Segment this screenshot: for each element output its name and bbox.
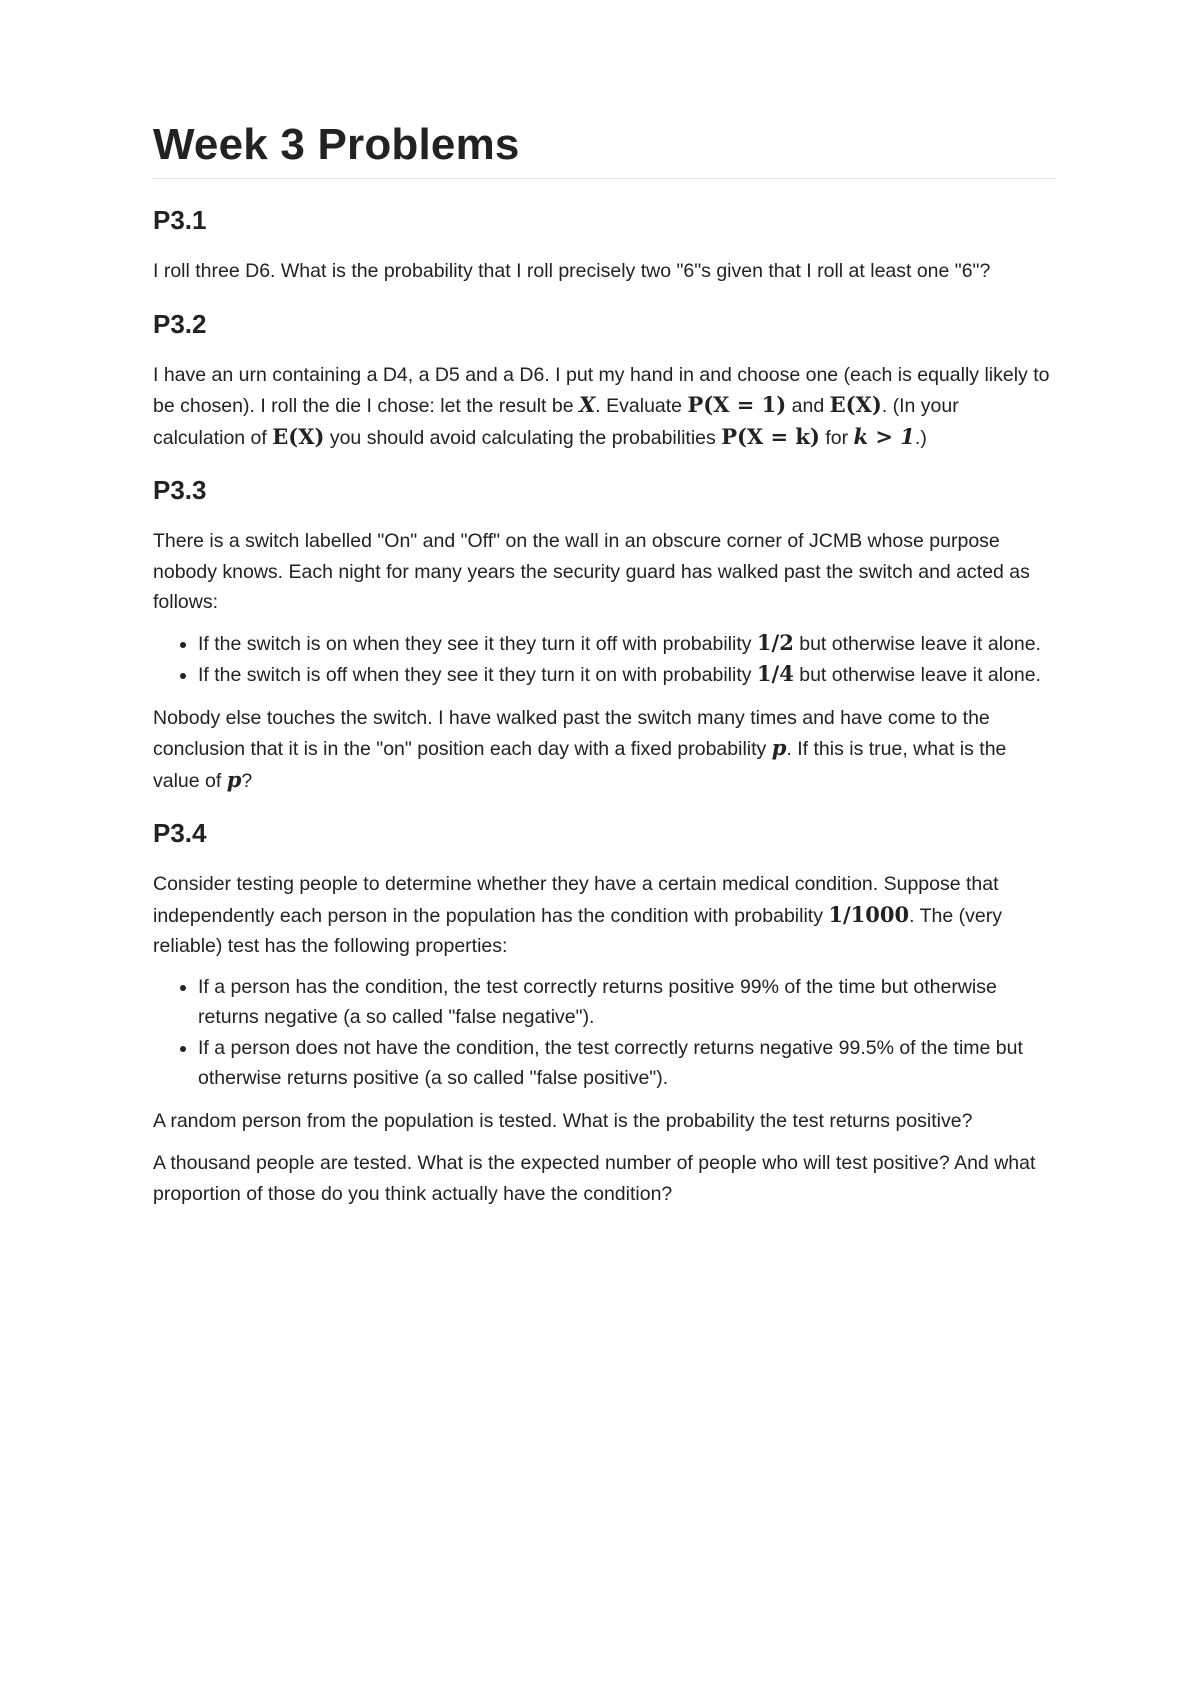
problem-question-3-4-b: A thousand people are tested. What is the expected number of people who will test positive? And what proportion of those do you think actually have the condition?	[153, 1152, 1036, 1205]
problem-list-3-3	[153, 628, 1055, 691]
problem-question-3-4-a: A random person from the population is tested. What is the probability the test returns positive?	[153, 1109, 973, 1132]
math-e-x-2: E(X)	[272, 423, 325, 449]
list-item: • If a person has the condition, the test correctly returns positive 99% of the time but otherwise returns negative (a so called "false negative").	[198, 972, 1055, 1033]
math-one-in-thousand: 1/1000	[828, 901, 910, 927]
math-one-half: 1/2	[756, 629, 794, 655]
math-p-2: p	[226, 766, 242, 792]
math-one-quarter: 1/4	[756, 661, 794, 686]
problem-heading-3-2: P3.2	[153, 308, 207, 339]
problem-intro-3-3: There is a switch labelled "On" and "Off" on the wall in an obscure corner of JCMB whose purpose nobody knows. Each night for many years the security guard has walked past the switch and acted as follows:	[153, 530, 1030, 613]
problem-heading-3-1: P3.1	[153, 205, 207, 235]
problem-heading-3-4: P3.4	[153, 818, 207, 848]
problem-list-3-4	[153, 972, 1055, 1094]
problem-text-3-2: I have an urn containing a D4, a D5 and a D6. I put my hand in and choose one (each is equally likely to be chosen). I roll the die I chose: let the result be X. Evaluate P(X = 1) and E(X). (In your calculation of E(X) you should avoid calculating the probabilities P(X = k) for k > 1.)	[153, 363, 1050, 449]
list-item: • If a person does not have the condition, the test correctly returns negative 99.5% of the time but otherwise returns positive (a so called "false positive").	[198, 1033, 1055, 1094]
math-e-x: E(X)	[829, 392, 882, 417]
problem-text-3-1: I roll three D6. What is the probability that I roll precisely two "6"s given that I roll at least one "6"?	[153, 260, 991, 282]
list-item: • If the switch is off when they see it they turn it on with probability 1/4 but otherwise leave it alone.	[198, 659, 1055, 691]
math-x: X	[579, 392, 596, 417]
list-item: • If the switch is on when they see it they turn it off with probability 1/2 but otherwise leave it alone.	[198, 628, 1055, 660]
problem-intro-3-4: Consider testing people to determine whether they have a certain medical condition. Suppose that independently each person in the population has the condition with probability 1/1000. The (very reliable) test has the following properties:	[153, 873, 1002, 957]
page-title: Week 3 Problems	[153, 120, 1055, 179]
problem-heading-3-3: P3.3	[153, 475, 207, 505]
math-k-gt-1: k > 1	[853, 423, 915, 449]
math-p-x-eq-k: P(X = k)	[721, 423, 820, 449]
document-content	[153, 120, 1055, 1209]
problem-outro-3-3: Nobody else touches the switch. I have walked past the switch many times and have come to the conclusion that it is in the "on" position each day with a fixed probability p. If this is true, what is the value of p?	[153, 706, 1007, 792]
math-p: p	[771, 735, 787, 760]
math-p-x-eq-1: P(X = 1)	[687, 392, 787, 417]
